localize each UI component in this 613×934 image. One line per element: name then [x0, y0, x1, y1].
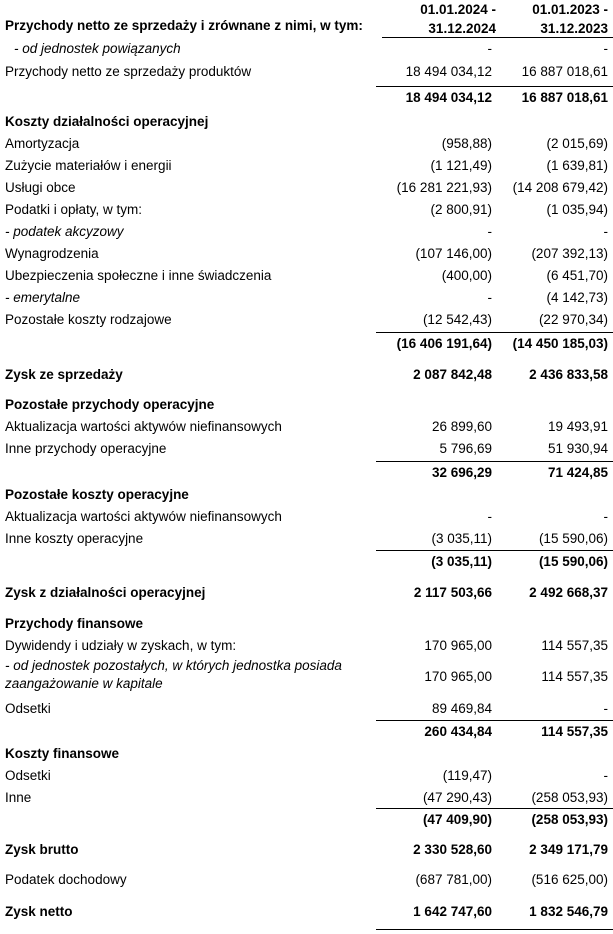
- subtotal-2024: 32 696,29: [431, 465, 492, 480]
- total-2023: 2 436 833,58: [529, 367, 608, 382]
- value-2024: (2 800,91): [430, 202, 492, 217]
- total-2024: 2 330 528,60: [413, 842, 492, 857]
- statement-row: [0, 787, 613, 809]
- value-2023: 114 557,35: [541, 638, 608, 653]
- value-2024: 5 796,69: [439, 441, 492, 456]
- value-2024: -: [487, 509, 492, 524]
- subtotal-2023: (258 053,93): [531, 812, 608, 827]
- value-2024: (1 121,49): [430, 158, 492, 173]
- value-2024: 89 469,84: [431, 701, 492, 716]
- value-2023: 114 557,35: [541, 669, 608, 684]
- value-2023: (1 035,94): [546, 202, 608, 217]
- section-heading: [0, 484, 613, 506]
- total-row: [0, 364, 613, 386]
- statement-row: [0, 287, 613, 309]
- value-2023: (15 590,06): [538, 531, 608, 546]
- column-header-2023-line1: 01.01.2023 -: [532, 2, 608, 17]
- statement-row: [0, 38, 613, 60]
- row-label: Aktualizacja wartości aktywów niefinansowych: [5, 509, 282, 524]
- value-2023: 16 887 018,61: [521, 64, 608, 79]
- row-label: - emerytalne: [5, 290, 81, 305]
- row-label: Pozostałe koszty rodzajowe: [5, 312, 172, 327]
- section-heading: [0, 743, 613, 765]
- total-2024: 2 117 503,66: [413, 585, 492, 600]
- value-2023: 51 930,94: [547, 441, 608, 456]
- row-label: Podatek dochodowy: [5, 872, 127, 887]
- value-2023: (516 625,00): [531, 872, 608, 887]
- subtotal-2023: 16 887 018,61: [521, 90, 608, 105]
- value-2023: (6 451,70): [546, 268, 608, 283]
- subtotal-2023: 71 424,85: [547, 465, 608, 480]
- value-2024: 170 965,00: [424, 669, 492, 684]
- subtotal-row: [0, 87, 613, 109]
- statement-row: [0, 869, 613, 891]
- value-2024: (687 781,00): [415, 872, 492, 887]
- total-2023: 1 832 546,79: [529, 904, 608, 919]
- row-label: Wynagrodzenia: [5, 246, 99, 261]
- value-2023: -: [603, 224, 608, 239]
- statement-row: [0, 61, 613, 83]
- value-2024: (3 035,11): [431, 531, 492, 546]
- column-header-2023-line2: 31.12.2023: [540, 21, 608, 36]
- subtotal-row: [0, 333, 613, 355]
- statement-row: [0, 657, 613, 697]
- section-title: Koszty działalności operacyjnej: [5, 114, 209, 129]
- value-2023: -: [603, 768, 608, 783]
- value-2024: -: [487, 290, 492, 305]
- row-label: Amortyzacja: [5, 136, 80, 151]
- subtotal-2024: 260 434,84: [424, 724, 492, 739]
- row-label: Inne przychody operacyjne: [5, 441, 167, 456]
- row-label: - od jednostek pozostałych, w których jednostka posiada zaangażowanie w kapitale: [5, 658, 342, 691]
- total-label: Zysk ze sprzedaży: [5, 367, 123, 382]
- statement-row: [0, 765, 613, 787]
- value-2024: (16 281 221,93): [396, 180, 492, 195]
- row-label: Odsetki: [5, 701, 51, 716]
- value-2023: (207 392,13): [531, 246, 608, 261]
- value-2023: -: [603, 509, 608, 524]
- column-header-2024-line2: 31.12.2024: [428, 21, 496, 36]
- section-title: Przychody finansowe: [5, 616, 144, 631]
- section-heading: [0, 394, 613, 416]
- value-2023: (1 639,81): [546, 158, 608, 173]
- subtotal-2024: (47 409,90): [422, 812, 492, 827]
- header-title: Przychody netto ze sprzedaży i zrównane z nimi, w tym:: [5, 18, 363, 33]
- statement-row: [0, 416, 613, 438]
- subtotal-row: [0, 809, 613, 831]
- row-label: Ubezpieczenia społeczne i inne świadczenia: [5, 268, 272, 283]
- subtotal-row: [0, 551, 613, 573]
- section-title: Koszty finansowe: [5, 746, 120, 761]
- statement-row: [0, 438, 613, 460]
- total-row: [0, 582, 613, 604]
- value-2024: (47 290,43): [422, 790, 492, 805]
- section-heading: [0, 111, 613, 133]
- total-2024: 2 087 842,48: [413, 367, 492, 382]
- value-2024: (400,00): [441, 268, 492, 283]
- value-2024: (107 146,00): [415, 246, 492, 261]
- total-label: Zysk z działalności operacyjnej: [5, 585, 206, 600]
- value-2023: 19 493,91: [547, 419, 608, 434]
- subtotal-2024: 18 494 034,12: [405, 90, 492, 105]
- value-2023: -: [603, 41, 608, 56]
- total-row: [0, 839, 613, 861]
- subtotal-2023: (14 450 185,03): [512, 336, 608, 351]
- total-row: [0, 901, 613, 923]
- statement-row: [0, 309, 613, 331]
- value-2024: (119,47): [442, 768, 492, 783]
- row-label: Odsetki: [5, 768, 51, 783]
- row-label: - od jednostek powiązanych: [14, 41, 181, 56]
- row-label: Inne koszty operacyjne: [5, 531, 144, 546]
- row-label: Przychody netto ze sprzedaży produktów: [5, 64, 252, 79]
- total-2024: 1 642 747,60: [413, 904, 492, 919]
- value-2023: (2 015,69): [546, 136, 608, 151]
- subtotal-row: [0, 462, 613, 484]
- statement-row: [0, 177, 613, 199]
- value-2024: 170 965,00: [424, 638, 492, 653]
- subtotal-2023: (15 590,06): [538, 554, 608, 569]
- total-2023: 2 349 171,79: [529, 842, 608, 857]
- statement-row: [0, 155, 613, 177]
- column-header-2024-line1: 01.01.2024 -: [420, 2, 496, 17]
- value-2024: 26 899,60: [431, 419, 492, 434]
- row-label: Dywidendy i udziały w zyskach, w tym:: [5, 638, 237, 653]
- value-2024: -: [487, 224, 492, 239]
- row-label: Usługi obce: [5, 180, 76, 195]
- statement-row: [0, 221, 613, 243]
- row-label: Inne: [5, 790, 32, 805]
- total-label: Zysk netto: [5, 904, 73, 919]
- header-row: [0, 15, 613, 37]
- value-2024: (958,88): [441, 136, 492, 151]
- statement-row: [0, 635, 613, 657]
- section-title: Pozostałe koszty operacyjne: [5, 487, 189, 502]
- statement-row: [0, 243, 613, 265]
- subtotal-row: [0, 721, 613, 743]
- value-2023: (4 142,73): [546, 290, 608, 305]
- total-label: Zysk brutto: [5, 842, 79, 857]
- subtotal-2024: (16 406 191,64): [396, 336, 492, 351]
- value-2023: (22 970,34): [538, 312, 608, 327]
- statement-row: [0, 698, 613, 720]
- statement-row: [0, 133, 613, 155]
- value-2024: -: [487, 41, 492, 56]
- row-label: Podatki i opłaty, w tym:: [5, 202, 143, 217]
- statement-row: [0, 199, 613, 221]
- section-heading: [0, 613, 613, 635]
- section-title: Pozostałe przychody operacyjne: [5, 397, 215, 412]
- final-rule: [376, 929, 613, 930]
- value-2023: -: [603, 701, 608, 716]
- value-2024: 18 494 034,12: [405, 64, 492, 79]
- value-2024: (12 542,43): [422, 312, 492, 327]
- subtotal-2024: (3 035,11): [431, 554, 492, 569]
- total-2023: 2 492 668,37: [529, 585, 608, 600]
- value-2023: (258 053,93): [531, 790, 608, 805]
- row-label: Aktualizacja wartości aktywów niefinansowych: [5, 419, 282, 434]
- row-label: Zużycie materiałów i energii: [5, 158, 172, 173]
- statement-row: [0, 528, 613, 550]
- statement-row: [0, 265, 613, 287]
- statement-row: [0, 506, 613, 528]
- value-2023: (14 208 679,42): [512, 180, 608, 195]
- subtotal-2023: 114 557,35: [541, 724, 608, 739]
- row-label: - podatek akcyzowy: [5, 224, 124, 239]
